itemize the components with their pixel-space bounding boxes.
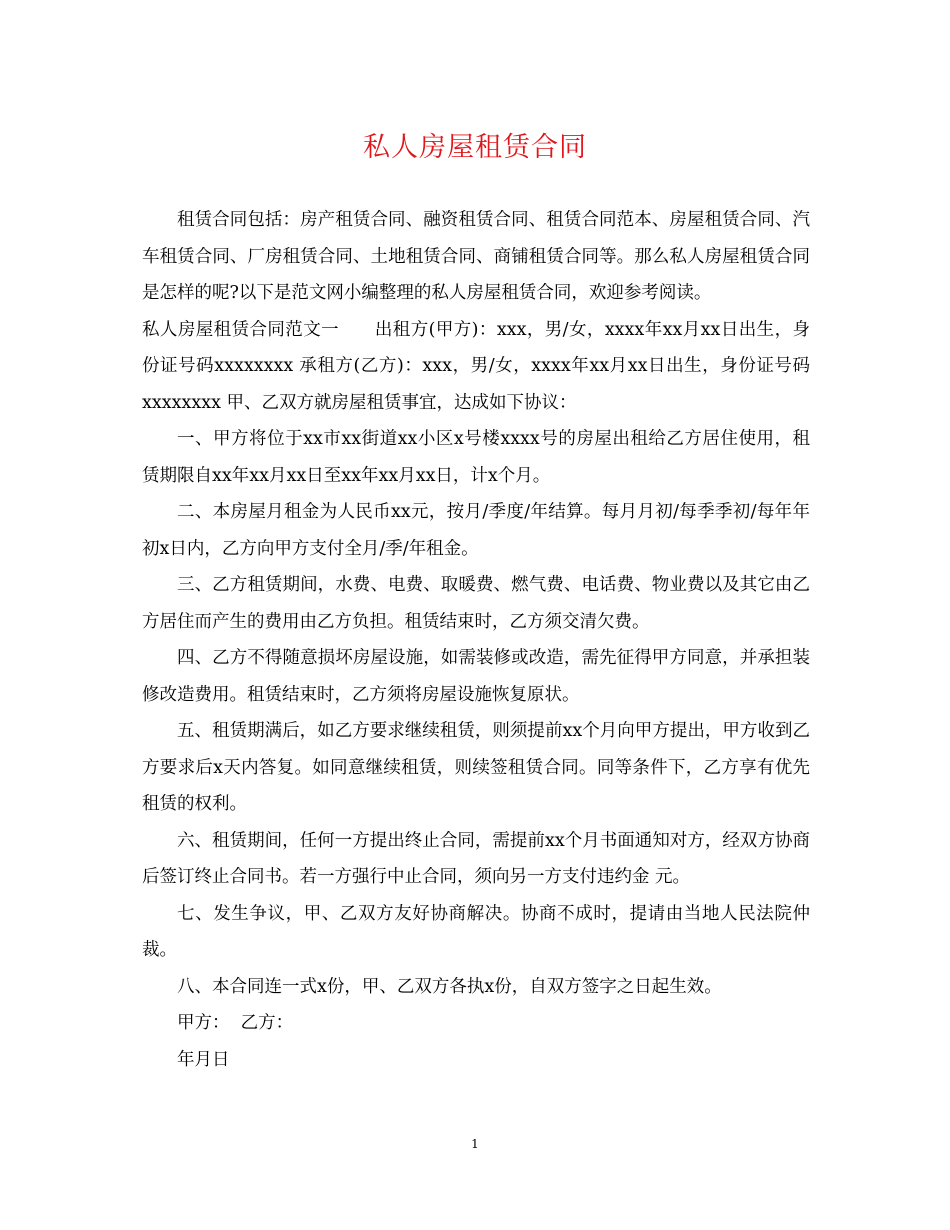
clause-6: 六、租赁期间，任何一方提出终止合同，需提前xx个月书面通知对方，经双方协商后签订终止合同书。若一方强行中止合同，须向另一方支付违约金 元。 <box>142 830 810 887</box>
parties-paragraph: 私人房屋租赁合同范文一 出租方(甲方)：xxx，男/女，xxxx年xx月xx日出生，身份证号码xxxxxxxx 承租方(乙方)：xxx，男/女，xxxx年xx月xx日出生，身份证号码xxxxxxxx 甲、乙双方就房屋租赁事宜，达成如下协议： <box>142 319 810 413</box>
clause-7: 七、发生争议，甲、乙双方友好协商解决。协商不成时，提请由当地人民法院仲裁。 <box>142 903 810 960</box>
document-body <box>142 202 810 1078</box>
document-title: 私人房屋租赁合同 <box>363 132 587 163</box>
clause-2: 二、本房屋月租金为人民币xx元，按月/季度/年结算。每月月初/每季季初/每年年初x日内，乙方向甲方支付全月/季/年租金。 <box>142 502 810 559</box>
intro-paragraph: 租赁合同包括：房产租赁合同、融资租赁合同、租赁合同范本、房屋租赁合同、汽车租赁合同、厂房租赁合同、土地租赁合同、商铺租赁合同等。那么私人房屋租赁合同是怎样的呢?以下是范文网小编整理的私人房屋租赁合同，欢迎参考阅读。 <box>142 210 810 303</box>
date-line: 年月日 <box>177 1049 230 1070</box>
clause-3: 三、乙方租赁期间，水费、电费、取暖费、燃气费、电话费、物业费以及其它由乙方居住而产生的费用由乙方负担。租赁结束时，乙方须交清欠费。 <box>142 575 810 632</box>
clause-5: 五、租赁期满后，如乙方要求继续租赁，则须提前xx个月向甲方提出，甲方收到乙方要求后x天内答复。如同意继续租赁，则续签租赁合同。同等条件下，乙方享有优先租赁的权利。 <box>142 721 810 814</box>
page-number: 1 <box>471 1137 479 1151</box>
clause-1: 一、甲方将位于xx市xx街道xx小区x号楼xxxx号的房屋出租给乙方居住使用，租赁期限自xx年xx月xx日至xx年xx月xx日，计x个月。 <box>142 429 810 486</box>
clause-8: 八、本合同连一式x份，甲、乙双方各执x份，自双方签字之日起生效。 <box>177 976 722 997</box>
clause-4: 四、乙方不得随意损坏房屋设施，如需装修或改造，需先征得甲方同意，并承担装修改造费用。租赁结束时，乙方须将房屋设施恢复原状。 <box>142 648 810 705</box>
signature-line: 甲方： 乙方： <box>177 1013 294 1033</box>
